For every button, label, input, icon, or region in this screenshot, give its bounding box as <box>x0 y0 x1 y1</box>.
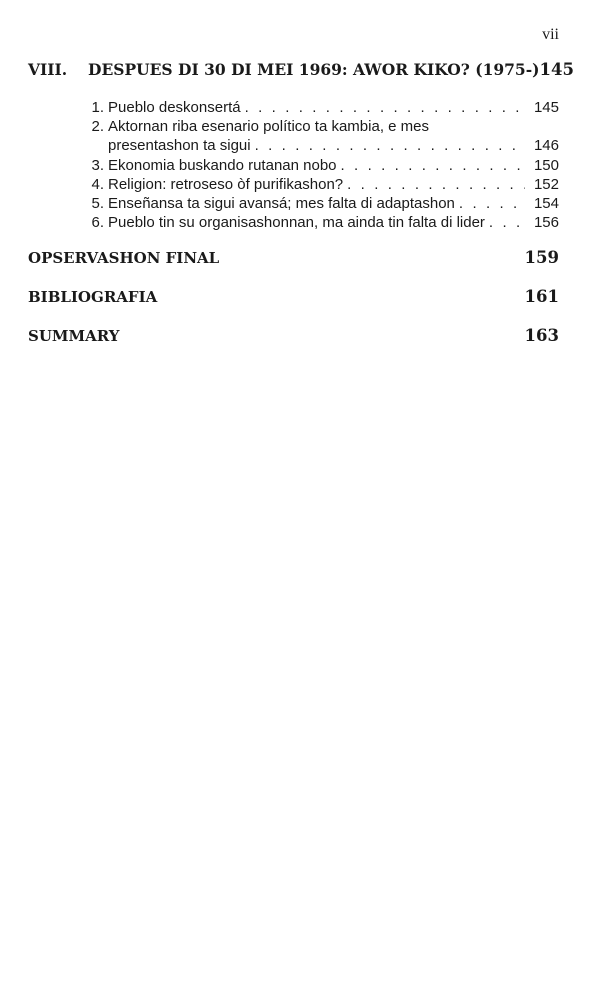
section-number: 4. <box>91 175 104 193</box>
section-entry-5 <box>28 194 559 213</box>
section-page: 156 <box>533 214 559 232</box>
section-title-line-2: presentashon ta sigui <box>108 137 251 155</box>
section-page: 152 <box>533 175 559 193</box>
entry-page: 163 <box>524 326 559 346</box>
entry-title: SUMMARY <box>28 327 120 346</box>
leader-dots <box>341 156 525 175</box>
section-page: 146 <box>533 137 559 155</box>
section-title: Pueblo tin su organisashonnan, ma ainda tin falta di lider <box>108 214 485 232</box>
chapter-entry <box>28 60 574 86</box>
section-number: 6. <box>91 214 104 232</box>
section-number: 2. <box>91 118 104 136</box>
toc-entry-bibliografia <box>28 287 559 313</box>
section-page: 145 <box>533 99 559 116</box>
section-title: Ekonomia buskando rutanan nobo <box>108 156 337 174</box>
entry-title: BIBLIOGRAFIA <box>28 288 158 307</box>
section-list <box>28 98 559 232</box>
section-entry-3 <box>28 156 559 175</box>
section-page: 154 <box>533 195 559 213</box>
section-page: 150 <box>533 156 559 174</box>
section-entry-1 <box>28 98 559 117</box>
leader-dots <box>489 213 525 232</box>
section-title-line-1: Aktornan riba esenario político ta kambia, e mes <box>108 118 429 136</box>
chapter-number: VIII. <box>28 60 68 79</box>
section-number: 3. <box>91 156 104 174</box>
page-number: vii <box>542 26 559 43</box>
table-of-contents <box>28 60 574 352</box>
entry-page: 159 <box>524 248 559 268</box>
leader-dots <box>255 136 525 155</box>
section-title: Religion: retroseso òf purifikashon? <box>108 175 344 193</box>
section-title: Enseñansa ta sigui avansá; mes falta di adaptashon <box>108 195 455 213</box>
section-entry-4 <box>28 175 559 194</box>
section-entry-6 <box>28 213 559 232</box>
chapter-title: DESPUES DI 30 DI MEI 1969: AWOR KIKO? (1975-) <box>88 60 540 79</box>
leader-dots <box>347 175 525 194</box>
section-entry-2-line-2 <box>28 136 559 155</box>
section-entry-2-line-1 <box>28 117 559 136</box>
chapter-page: 145 <box>539 60 574 79</box>
leader-dots <box>459 194 525 213</box>
toc-entry-summary <box>28 326 559 352</box>
toc-entry-opservashon-final <box>28 248 559 274</box>
section-number: 1. <box>91 99 104 116</box>
section-number: 5. <box>91 195 104 213</box>
entry-page: 161 <box>524 287 559 307</box>
section-title: Pueblo deskonsertá <box>108 99 241 116</box>
entry-title: OPSERVASHON FINAL <box>28 249 220 268</box>
leader-dots <box>245 98 525 117</box>
